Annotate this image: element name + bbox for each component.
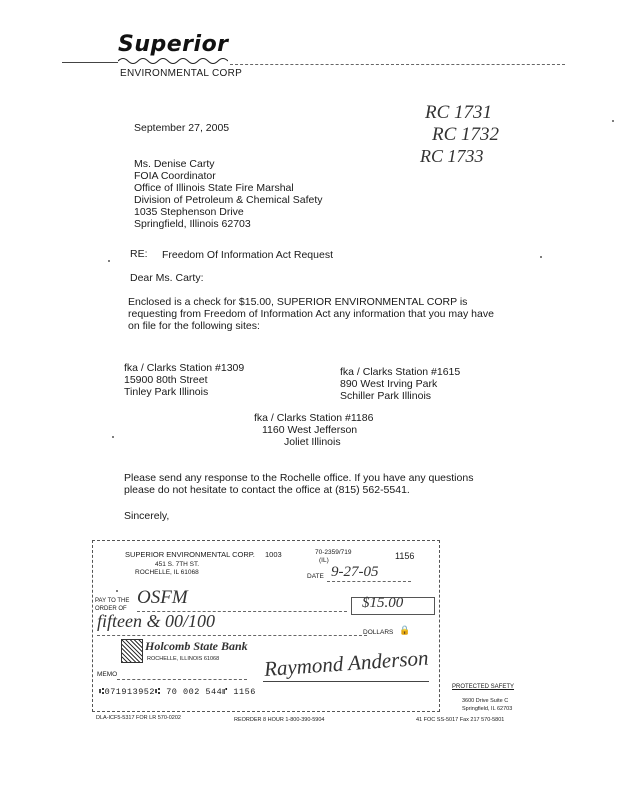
recipient-line: Division of Petroleum & Chemical Safety bbox=[134, 194, 323, 206]
bank-address-2: Springfield, IL 62703 bbox=[462, 706, 513, 712]
recipient-block bbox=[134, 158, 323, 230]
site-line: Tinley Park Illinois bbox=[124, 386, 209, 398]
closing: Sincerely, bbox=[124, 510, 170, 522]
site-line: 890 West Irving Park bbox=[340, 378, 438, 390]
pay-to-label: PAY TO THE ORDER OF bbox=[95, 598, 130, 612]
routing-fraction: 70-2359/719 bbox=[315, 549, 352, 556]
recipient-line: FOIA Coordinator bbox=[134, 170, 216, 182]
bank-sub: ROCHELLE, ILLINOIS 61068 bbox=[147, 656, 220, 662]
memo-label: MEMO bbox=[97, 671, 118, 678]
recipient-line: Springfield, Illinois 62703 bbox=[134, 218, 251, 230]
site-line: fka / Clarks Station #1186 bbox=[254, 412, 374, 424]
amount-words-line bbox=[97, 635, 367, 636]
amount-words: fifteen & 00/100 bbox=[97, 611, 215, 631]
date-label: DATE bbox=[307, 573, 324, 580]
site-right bbox=[340, 366, 460, 402]
body-line: Enclosed is a check for $15.00, SUPERIOR ENVIRONMENTAL CORP is bbox=[128, 296, 468, 308]
body-line: on file for the following sites: bbox=[128, 320, 260, 332]
letterhead-rule-left bbox=[62, 62, 118, 63]
signature-line bbox=[263, 681, 429, 682]
footer-left: DLA-ICF5-5317 FOR LR 570-0202 bbox=[96, 715, 181, 721]
memo-line bbox=[117, 679, 247, 680]
payer-code: 1003 bbox=[264, 550, 282, 559]
company-logo bbox=[118, 32, 229, 57]
letterhead-rule-right bbox=[230, 64, 565, 65]
scan-speck bbox=[112, 436, 114, 438]
check-number: 1156 bbox=[395, 551, 415, 561]
site-left bbox=[124, 362, 244, 398]
amount-box bbox=[351, 597, 435, 615]
logo-brand-text: Superior bbox=[118, 32, 229, 57]
dollars-label: DOLLARS bbox=[363, 629, 394, 636]
bank-name: Holcomb State Bank bbox=[145, 639, 248, 653]
handwritten-ref-2: RC 1732 bbox=[432, 124, 500, 145]
site-line: fka / Clarks Station #1309 bbox=[124, 362, 245, 374]
payee: OSFM bbox=[137, 587, 188, 608]
closing-paragraph bbox=[124, 472, 473, 496]
site-line: 15900 80th Street bbox=[124, 374, 208, 386]
letterhead-company: ENVIRONMENTAL CORP bbox=[120, 68, 243, 79]
date-line bbox=[327, 581, 411, 582]
footer-right: 41 FOC SS-5017 Fax 217 570-5801 bbox=[416, 717, 505, 723]
bank-logo-box bbox=[121, 639, 143, 663]
signature: Raymond Anderson bbox=[263, 645, 430, 682]
site-line: Schiller Park Illinois bbox=[340, 390, 432, 402]
handwritten-ref-3: RC 1733 bbox=[420, 146, 484, 166]
letter-date: September 27, 2005 bbox=[134, 122, 230, 134]
salutation: Dear Ms. Carty: bbox=[130, 272, 204, 284]
logo-wave-decoration bbox=[118, 56, 228, 64]
recipient-line: Ms. Denise Carty bbox=[134, 158, 215, 170]
body-paragraph bbox=[128, 296, 494, 332]
recipient-line: 1035 Stephenson Drive bbox=[134, 206, 244, 218]
footer-center: REORDER 8 HOUR 1-800-390-5904 bbox=[234, 717, 325, 723]
micr-line: ⑆071913952⑆ 70 002 544⑈ 1156 bbox=[99, 687, 256, 697]
re-subject: Freedom Of Information Act Request bbox=[162, 249, 333, 261]
body-line: please do not hesitate to contact the office at (815) 562-5541. bbox=[124, 484, 410, 496]
lock-icon: 🔒 bbox=[399, 625, 411, 635]
site-line: fka / Clarks Station #1615 bbox=[340, 366, 461, 378]
re-label: RE: bbox=[130, 248, 148, 260]
site-line: 1160 West Jefferson bbox=[262, 424, 358, 436]
scan-speck bbox=[540, 256, 542, 258]
bank-address-1: 3600 Drive Suite C bbox=[462, 698, 509, 704]
body-line: Please send any response to the Rochelle office. If you have any questions bbox=[124, 472, 474, 484]
payer-address-2: ROCHELLE, IL 61068 bbox=[135, 569, 199, 576]
payer-address-1: 451 S. 7TH ST. bbox=[155, 561, 200, 568]
check bbox=[92, 540, 440, 712]
amount: $15.00 bbox=[362, 595, 404, 611]
scan-speck bbox=[116, 590, 118, 592]
security-label: PROTECTED SAFETY bbox=[452, 684, 515, 690]
date-value: 9-27-05 bbox=[331, 564, 379, 580]
payer-name: SUPERIOR ENVIRONMENTAL CORP. bbox=[125, 550, 255, 559]
check-payer bbox=[125, 551, 282, 559]
recipient-line: Office of Illinois State Fire Marshal bbox=[134, 182, 294, 194]
handwritten-ref-1: RC 1731 bbox=[425, 102, 493, 123]
routing-sub: (IL) bbox=[319, 557, 329, 564]
body-line: requesting from Freedom of Information Act any information that you may have bbox=[128, 308, 494, 320]
site-center bbox=[254, 412, 373, 448]
site-line: Joliet Illinois bbox=[284, 436, 341, 448]
scan-speck bbox=[108, 260, 110, 262]
scan-speck bbox=[612, 120, 614, 122]
